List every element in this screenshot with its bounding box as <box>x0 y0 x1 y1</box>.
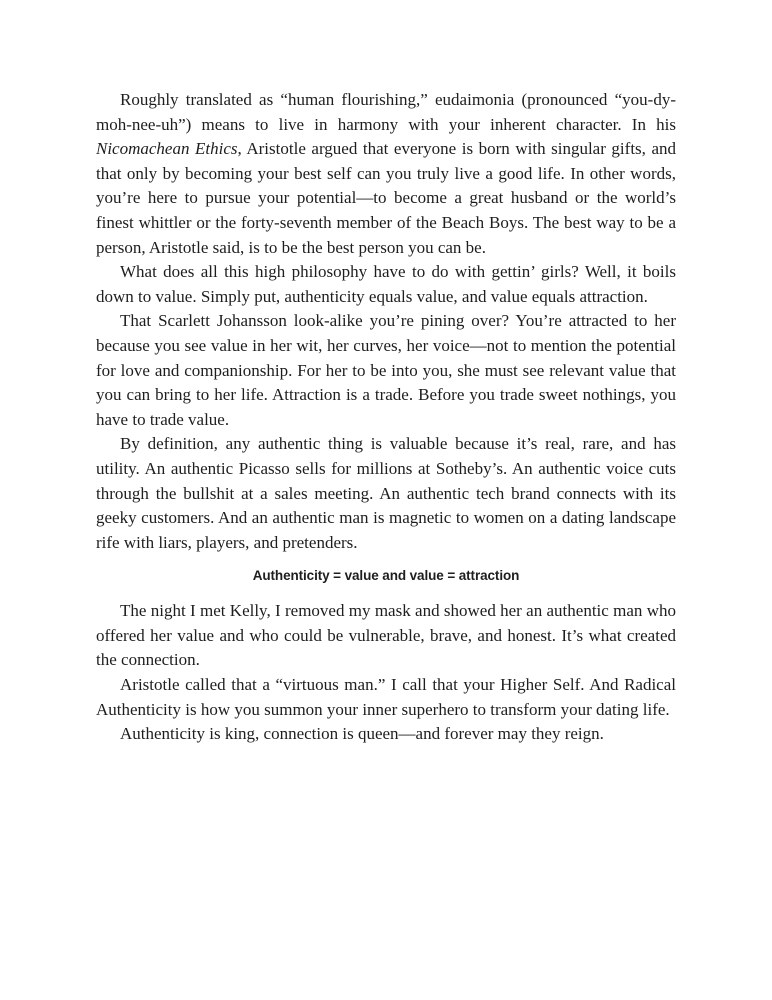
pull-quote: Authenticity = value and value = attraction <box>252 568 520 584</box>
paragraph-closing: Authenticity is king, connection is queen—and forever may they reign. <box>120 724 604 744</box>
paragraph-kelly: The night I met Kelly, I removed my mask and showed her an authentic man who offered her value and who could be vulnerable, brave, and honest. It’s what created the connection. <box>96 601 676 670</box>
paragraph-eudaimonia <box>96 88 676 260</box>
paragraph-authentic-things: By definition, any authentic thing is valuable because it’s real, rare, and has utility. An authentic Picasso sells for millions at Sotheby’s. An authentic voice cuts through the bullshit at a sales meeting. An authentic tech brand connects with its geeky customers. And an authentic man is magnetic to women on a dating landscape rife with liars, players, and pretenders. <box>96 434 676 552</box>
paragraph-higher-self: Aristotle called that a “virtuous man.” I call that your Higher Self. And Radical Authenticity is how you summon your inner superhero to transform your dating life. <box>96 675 676 719</box>
paragraph-value: What does all this high philosophy have to do with gettin’ girls? Well, it boils down to value. Simply put, authenticity equals value, and value equals attraction. <box>96 262 676 306</box>
page-body <box>96 88 676 747</box>
paragraph-eudaimonia-text-start: Roughly translated as “human flourishing,” eudaimonia (pronounced “you-dy-moh-nee-uh”) means to live in harmony with your inherent character. In his <box>96 90 676 134</box>
paragraph-attraction: That Scarlett Johansson look-alike you’re pining over? You’re attracted to her because you see value in her wit, her curves, her voice—not to mention the potential for love and companionship. For her to be into you, she must see relevant value that you can bring to her life. Attraction is a trade. Before you trade sweet nothings, you have to trade value. <box>96 311 676 429</box>
paragraph-eudaimonia-text-end: , Aristotle argued that everyone is born with singular gifts, and that only by becoming your best self can you truly live a good life. In other words, you’re here to pursue your potential—to become a great husband or the world’s finest whittler or the forty-seventh member of the Beach Boys. The best way to be a person, Aristotle said, is to be the best person you can be. <box>96 139 676 257</box>
book-title-italic: Nicomachean Ethics <box>96 139 238 159</box>
